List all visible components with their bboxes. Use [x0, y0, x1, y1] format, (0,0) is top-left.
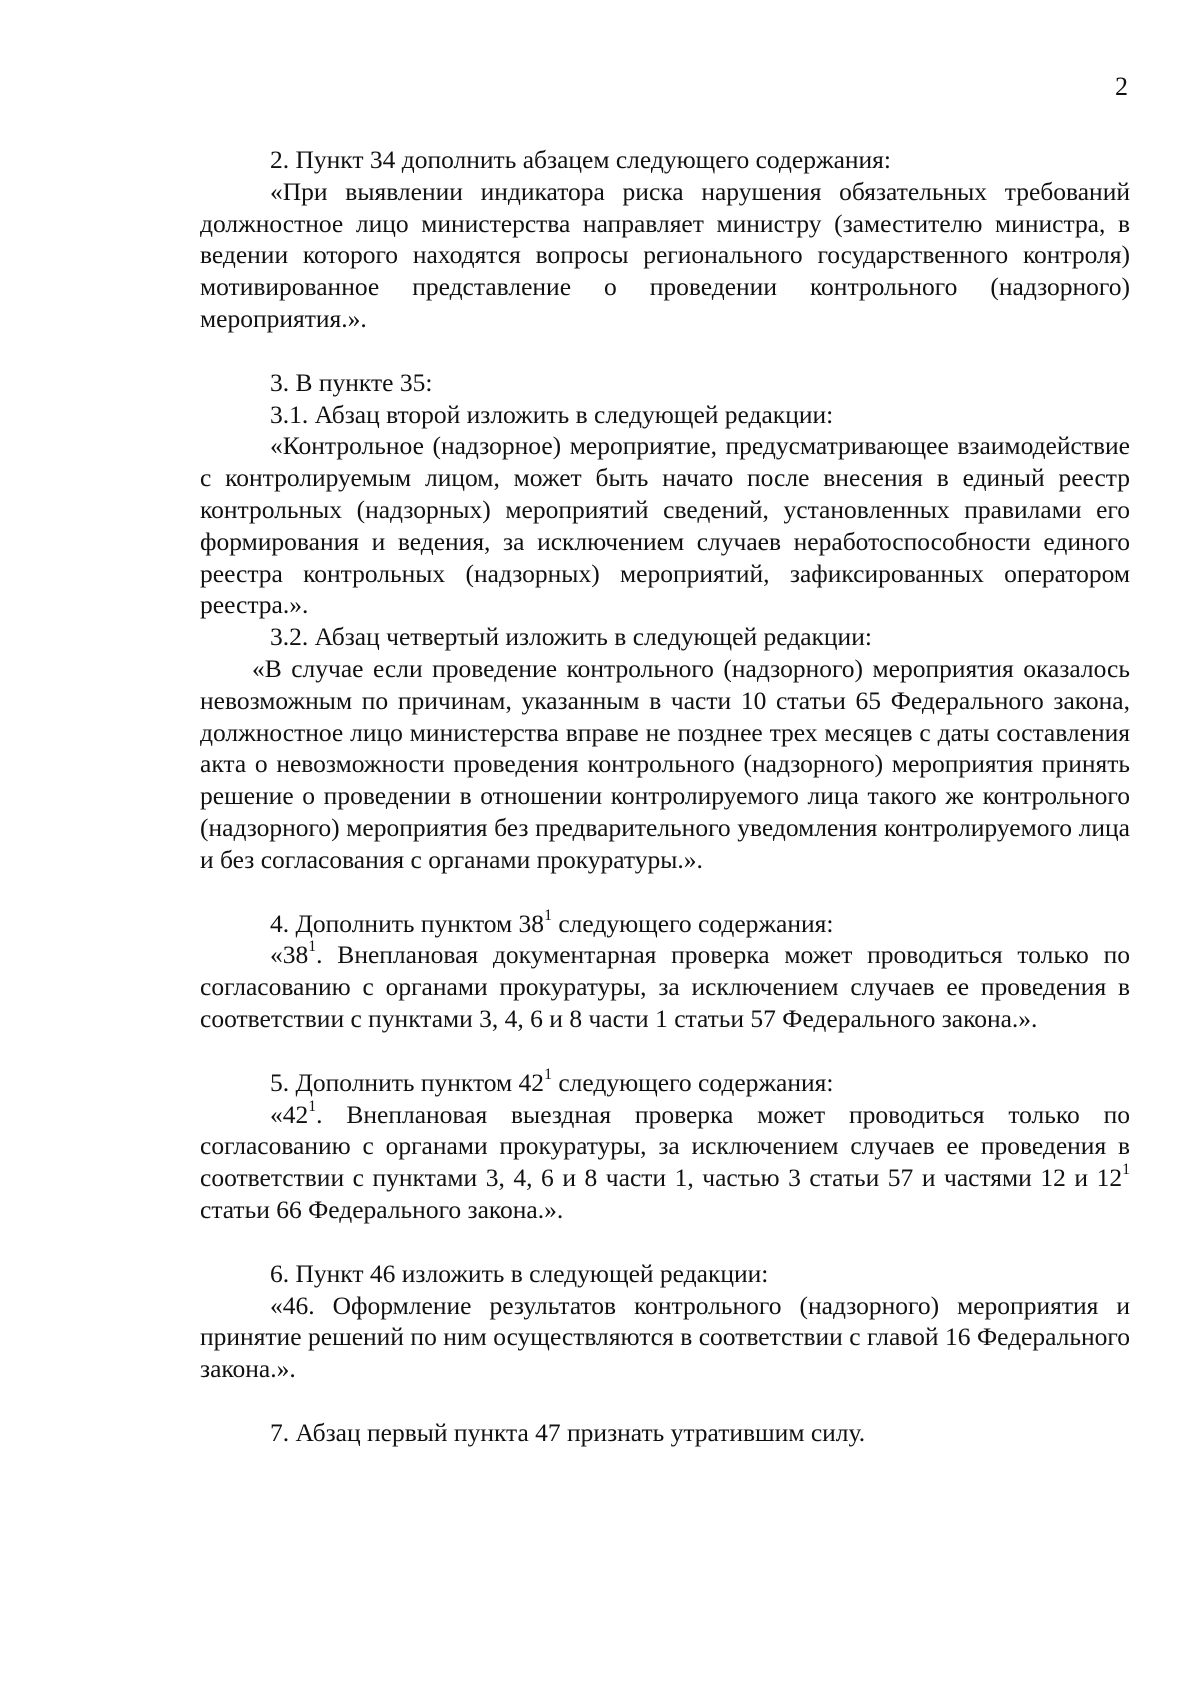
section-3-2-text: «В случае если проведение контрольного (надзорного) мероприятия оказалось невозможным по причинам, указанным в части 10 статьи 65 Федерального закона, должностное лицо министерства вправе не позднее трех месяцев с даты составления акта о невозможности проведения контрольного (надзорного) мероприятия принять решение о проведении в отношении контролируемого лица такого же контрольного (надзорного) мероприятия без предварительного уведомления контролируемого лица и без согласования с органами прокуратуры.». [200, 653, 1130, 874]
section-3-2-heading: 3.2. Абзац четвертый изложить в следующей редакции: [270, 622, 872, 652]
section-4-text-post: . Внеплановая документарная проверка может проводиться только по согласованию с органами прокуратуры, за исключением случаев ее проведения в соответствии с пунктами 3, 4, 6 и 8 части 1 статьи 57 Федерального закона.». [200, 940, 1130, 1033]
section-4-text-pre: «38 [270, 940, 309, 970]
paragraph-gap [200, 1035, 1130, 1067]
section-2-text: «При выявлении индикатора риска нарушения обязательных требований должностное лицо министерства направляет министру (заместителю министра, в ведении которого находятся вопросы регионального государственного контроля) мотивированное представление о проведении контрольного (надзорного) мероприятия.». [200, 176, 1130, 333]
section-5-text-sup: 1 [308, 1097, 317, 1115]
section-4-heading [200, 908, 1130, 940]
section-3-1-heading: 3.1. Абзац второй изложить в следующей редакции: [270, 399, 834, 429]
section-5-heading [200, 1067, 1130, 1099]
section-2-heading: 2. Пункт 34 дополнить абзацем следующего содержания: [270, 145, 891, 174]
section-3-1-text: «Контрольное (надзорное) мероприятие, предусматривающее взаимодействие с контролируемым лицом, может быть начато после внесения в единый реестр контрольных (надзорных) мероприятий сведений, установленных правилами его формирования и ведения, за исключением случаев неработоспособности единого реестра контрольных (надзорных) мероприятий, зафиксированных оператором реестра.». [200, 431, 1130, 620]
section-5-text-post: статьи 66 Федерального закона.». [200, 1194, 564, 1224]
section-6-text: «46. Оформление результатов контрольного (надзорного) мероприятия и принятие решений по ним осуществляются в соответствии с главой 16 Федерального закона.». [200, 1290, 1130, 1384]
section-4-text-sup: 1 [308, 938, 317, 956]
paragraph-gap [200, 335, 1130, 367]
section-5-heading-pre: 5. Дополнить пунктом 42 [270, 1067, 545, 1097]
section-5-heading-post: следующего содержания: [551, 1067, 834, 1097]
section-5-text [200, 1099, 1130, 1226]
section-4-heading-post: следующего содержания: [551, 908, 834, 938]
paragraph-gap [200, 1385, 1130, 1417]
paragraph-gap [200, 1226, 1130, 1258]
section-4-heading-sup: 1 [544, 906, 552, 924]
document-body [200, 144, 1130, 1449]
section-4-heading-pre: 4. Дополнить пунктом 38 [270, 908, 545, 938]
section-7-heading: 7. Абзац первый пункта 47 признать утратившим силу. [270, 1417, 866, 1447]
section-4-text [200, 939, 1130, 1034]
section-5-text-sup2: 1 [1122, 1161, 1130, 1179]
section-5-text-pre: «42 [270, 1099, 309, 1129]
page-number: 2 [1115, 72, 1128, 101]
section-3-heading: 3. В пункте 35: [270, 367, 433, 397]
section-5-heading-sup: 1 [544, 1065, 552, 1083]
paragraph-gap [200, 876, 1130, 908]
section-6-heading: 6. Пункт 46 изложить в следующей редакции: [270, 1258, 769, 1288]
section-5-text-mid: . Внеплановая выездная проверка может проводиться только по согласованию с органами прокуратуры, за исключением случаев ее проведения в соответствии с пунктами 3, 4, 6 и 8 части 1, частью 3 статьи 57 и частями 12 и 12 [200, 1099, 1130, 1193]
